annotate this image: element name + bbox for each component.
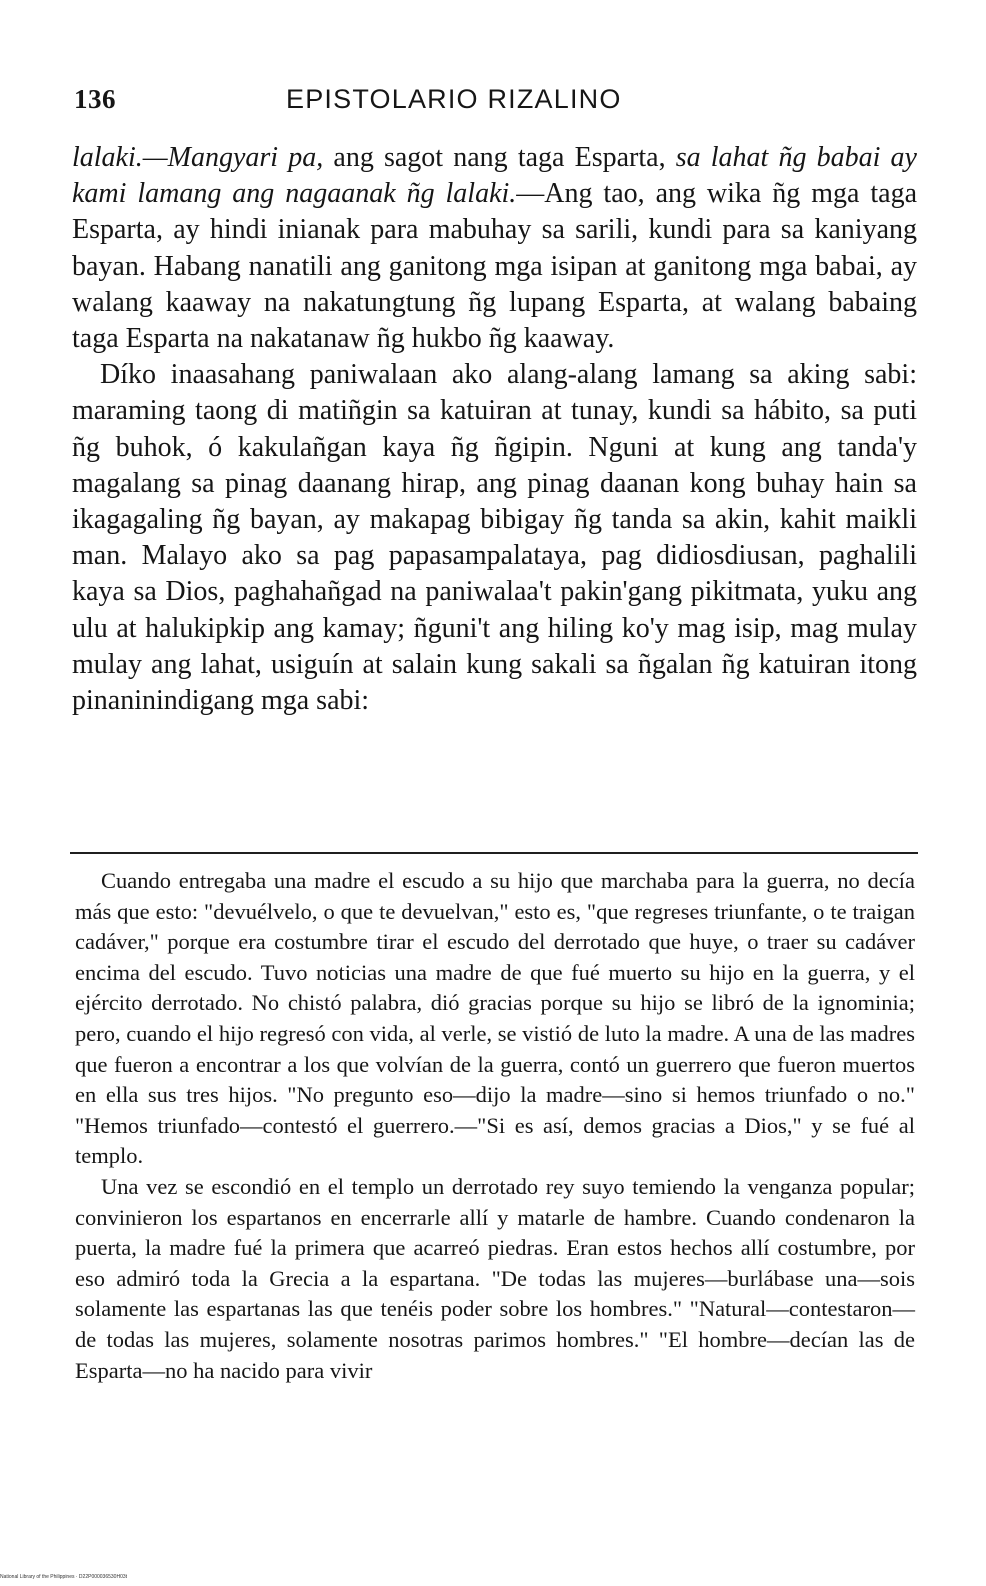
page-header xyxy=(72,84,917,124)
running-title: EPISTOLARIO RIZALINO xyxy=(286,84,622,114)
quote-attribution: ang sagot nang taga Esparta, xyxy=(323,142,676,173)
footnote-divider xyxy=(70,852,918,854)
tagalog-paragraph-2: Díko inaasahang paniwalaan ako alang-alang lamang sa aking sabi: maraming taong di matiñgin sa katuiran at tunay, kundi sa hábito, sa puti ñg buhok, ó kakulañgan kaya ñg ñgipin. Nguni at kung ang tanda'y magalang sa pinag daanang hirap, ang pinag daanan kong buhay hain sa ikagagaling ñg bayan, ay makapag bibigay ñg tanda sa akin, kahit maikli man. Malayo ako sa pag papasampalataya, pag didiosdiusan, paghalili kaya sa Dios, paghahañgad na paniwalaa't pakin'gang pikitmata, yuku ang ulu at halukipkip ang kamay; ñguni't ang hiling ko'y mag isip, mag mulay mulay ang lahat, usiguín at salain kung sakali sa ñgalan ñg katuiran itong pinaninindigang mga sabi: xyxy=(72,359,917,717)
scan-credit: National Library of the Philippines · D22P000036530H03t xyxy=(0,1574,128,1580)
tagalog-paragraph-1 xyxy=(72,140,917,357)
main-text xyxy=(72,140,917,719)
quote-opening-italic: lalaki.—Mangyari pa, xyxy=(72,142,324,173)
page-number: 136 xyxy=(74,84,116,114)
footnote-paragraph-1: Cuando entregaba una madre el escudo a su hijo que marchaba para la guerra, no decía más que esto: "devuélvelo, o que te devuelvan," esto es, "que regreses triunfante, o te traigan cadáver," porque era costumbre tirar el escudo del derrotado que huye, o traer su cadáver encima del escudo. Tuvo noticias una madre de que fué muerto su hijo en la guerra, y el ejército derrotado. No chistó palabra, dió gracias porque su hijo se libró de la ignominia; pero, cuando el hijo regresó con vida, al verle, se vistió de luto la madre. A una de las madres que fueron a encontrar a los que volvían de la guerra, contó un guerrero que fueron muertos en ella sus tres hijos. "No pregunto eso—dijo la madre—sino si hemos triunfado o no." "Hemos triunfado—contestó el guerrero.—"Si es así, demos gracias a Dios," y se fué al templo. xyxy=(75,868,915,1169)
footnote-paragraph-2: Una vez se escondió en el templo un derrotado rey suyo temiendo la venganza popular; convinieron los espartanos en encerrarle allí y matarle de hambre. Cuando condenaron la puerta, la madre fué la primera que acarreó piedras. Eran estos hechos allí costumbre, por eso admiró toda la Grecia a la espartana. "De todas las mujeres—burlábase una—sois solamente las espartanas las que tenéis poder sobre los hombres." "Natural—contestaron—de todas las mujeres, solamente nosotras parimos hombres." "El hombre—decían las de Esparta—no ha nacido para vivir xyxy=(75,1173,915,1383)
quote-spartan-women: sa lahat ñg babai ay kami lamang ang nagaanak ñg lalaki. xyxy=(72,142,917,210)
paragraph-1-continuation: —Ang tao, ang wika ñg mga taga Esparta, ay hindi inianak para mabuhay sa sarili, kundi para sa kaniyang bayan. Habang nanatili ang ganitong mga isipan at ganitong mga babai, ay walang kaaway na nakatungtung ñg lupang Esparta, at walang babaing taga Esparta na nakatanaw ñg hukbo ñg kaaway. xyxy=(72,178,917,355)
footnote xyxy=(75,866,915,1386)
